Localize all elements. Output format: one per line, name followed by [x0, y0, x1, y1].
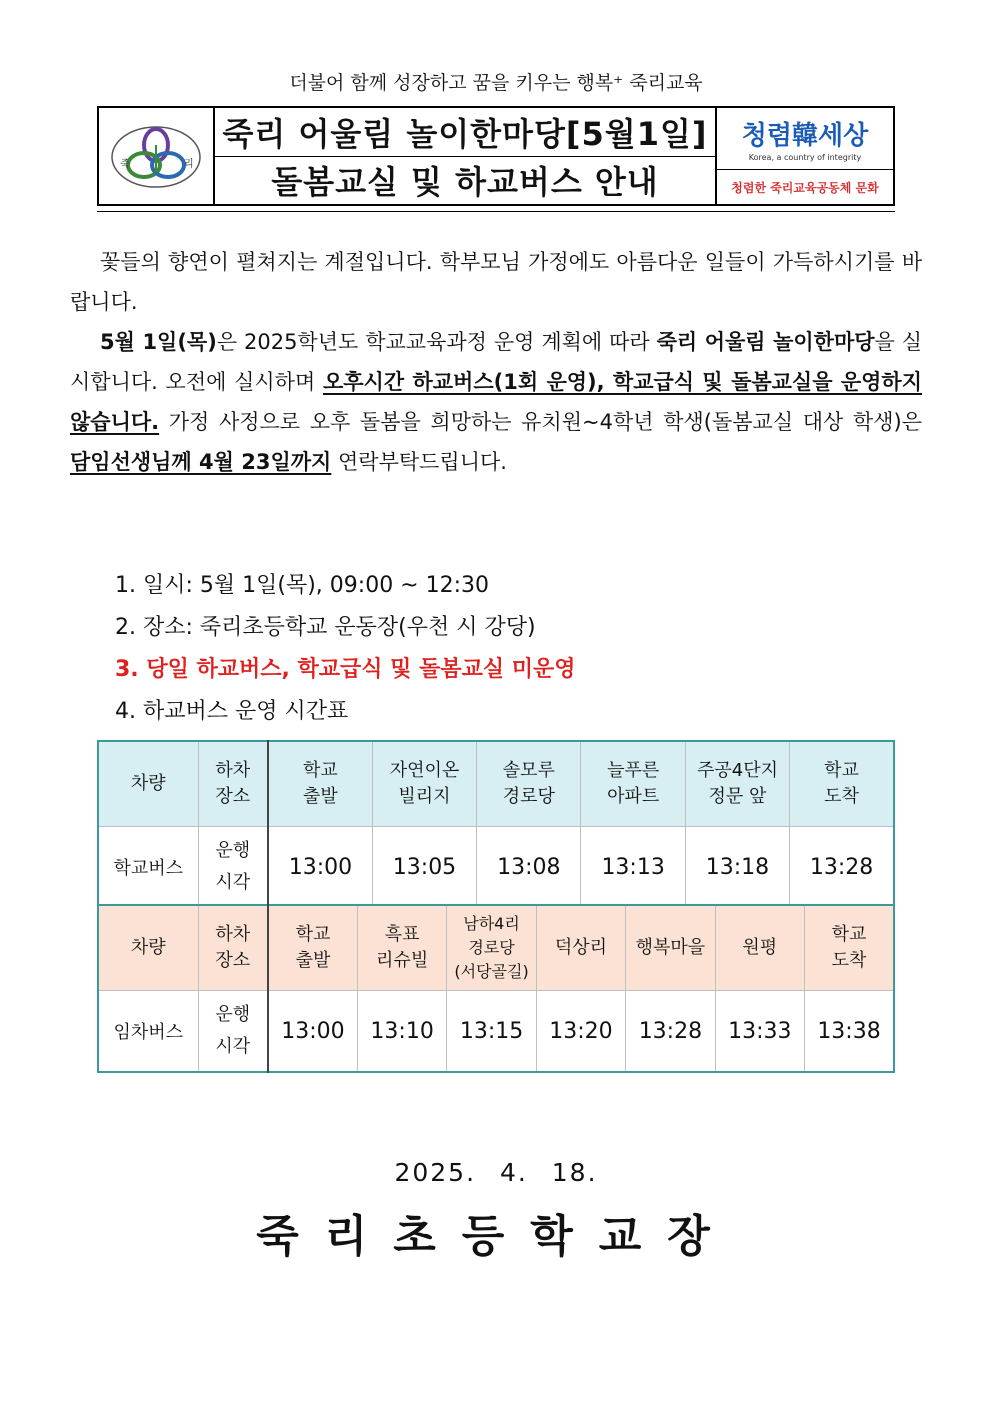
table-row — [98, 991, 894, 1073]
stop-cell: 행복마을 — [626, 905, 715, 991]
signer-name: 죽리초등학교장 — [256, 1211, 736, 1262]
header-divider — [97, 211, 895, 212]
body-text — [70, 242, 922, 482]
time-cell: 13:10 — [357, 991, 446, 1073]
stop-cell: 덕상리 — [536, 905, 625, 991]
svg-text:리: 리 — [184, 159, 194, 170]
paragraph-greeting: 꽃들의 향연이 펼쳐지는 계절입니다. 학부모님 가정에도 아름다운 일들이 가득하시기를 바랍니다. — [70, 250, 922, 314]
list-item-schedule: 4. 하교버스 운영 시간표 — [115, 699, 349, 724]
stop-cell: 주공4단지 정문 앞 — [685, 741, 789, 827]
brand-name: 청렴韓세상 — [741, 121, 869, 151]
time-cell: 13:20 — [536, 991, 625, 1073]
title-line-2: 돌봄교실 및 하교버스 안내 — [271, 163, 659, 202]
time-cell: 13:18 — [685, 827, 789, 909]
stop-cell: 원평 — [715, 905, 804, 991]
brand-subtitle: Korea, a country of integrity — [748, 153, 862, 162]
issue-date: 2025. 4. 18. — [394, 1158, 598, 1187]
stop-header: 하차 장소 — [198, 741, 268, 827]
vehicle-header: 차량 — [98, 905, 198, 991]
stop-cell: 늘푸른 아파트 — [581, 741, 685, 827]
stop-cell: 흑표 리슈빌 — [357, 905, 446, 991]
integrity-brand — [717, 108, 893, 204]
time-cell: 13:08 — [477, 827, 581, 909]
stop-cell: 자연이온 빌리지 — [372, 741, 476, 827]
time-header: 운행 시각 — [198, 991, 268, 1073]
stop-cell: 남하4리 경로당 (서당골길) — [447, 905, 536, 991]
time-cell: 13:15 — [447, 991, 536, 1073]
stop-cell: 학교 출발 — [268, 741, 372, 827]
brand-slogan: 청렴한 죽리교육공동체 문화 — [731, 180, 879, 195]
vehicle-name: 학교버스 — [98, 827, 198, 909]
document-title — [215, 108, 717, 204]
paragraph-notice: 5월 1일(목)은 2025학년도 학교교육과정 운영 계획에 따라 죽리 어울림 놀이한마당을 실시합니다. 오전에 실시하며 오후시간 하교버스(1회 운영), 학교급식 및 돌봄교실을 운영하지 않습니다. 가정 사정으로 오후 돌봄을 희망하는 유치원~4학년 학생(돌봄교실 대상 학생)은 담임선생님께 4월 23일까지 연락부탁드립니다. — [70, 330, 923, 474]
time-cell: 13:13 — [581, 827, 685, 909]
time-cell: 13:28 — [626, 991, 715, 1073]
time-cell: 13:05 — [372, 827, 476, 909]
school-motto: 더불어 함께 성장하고 꿈을 키우는 행복⁺ 죽리교육 — [289, 72, 703, 94]
school-logo — [99, 108, 215, 204]
time-cell: 13:28 — [790, 827, 894, 909]
vehicle-header: 차량 — [98, 741, 198, 827]
svg-text:죽: 죽 — [120, 159, 130, 170]
stop-cell: 솔모루 경로당 — [477, 741, 581, 827]
time-cell: 13:00 — [268, 991, 357, 1073]
table-row — [98, 827, 894, 909]
list-item-notice: 3. 당일 하교버스, 학교급식 및 돌봄교실 미운영 — [115, 657, 576, 682]
table-header-row — [98, 905, 894, 991]
time-cell: 13:33 — [715, 991, 804, 1073]
info-list — [115, 565, 576, 733]
stop-cell: 학교 출발 — [268, 905, 357, 991]
time-cell: 13:38 — [805, 991, 894, 1073]
document-header — [97, 106, 895, 206]
title-line-1: 죽리 어울림 놀이한마당[5월1일] — [215, 108, 715, 157]
table-header-row — [98, 741, 894, 827]
stop-cell: 학교 도착 — [805, 905, 894, 991]
time-cell: 13:00 — [268, 827, 372, 909]
school-emblem-icon — [108, 121, 204, 191]
time-header: 운행 시각 — [198, 827, 268, 909]
school-bus-schedule-table — [97, 740, 895, 909]
vehicle-name: 임차버스 — [98, 991, 198, 1073]
list-item-date: 1. 일시: 5월 1일(목), 09:00 ~ 12:30 — [115, 573, 490, 598]
list-item-place: 2. 장소: 죽리초등학교 운동장(우천 시 강당) — [115, 615, 536, 640]
rental-bus-schedule-table — [97, 904, 895, 1073]
stop-cell: 학교 도착 — [790, 741, 894, 827]
stop-header: 하차 장소 — [198, 905, 268, 991]
